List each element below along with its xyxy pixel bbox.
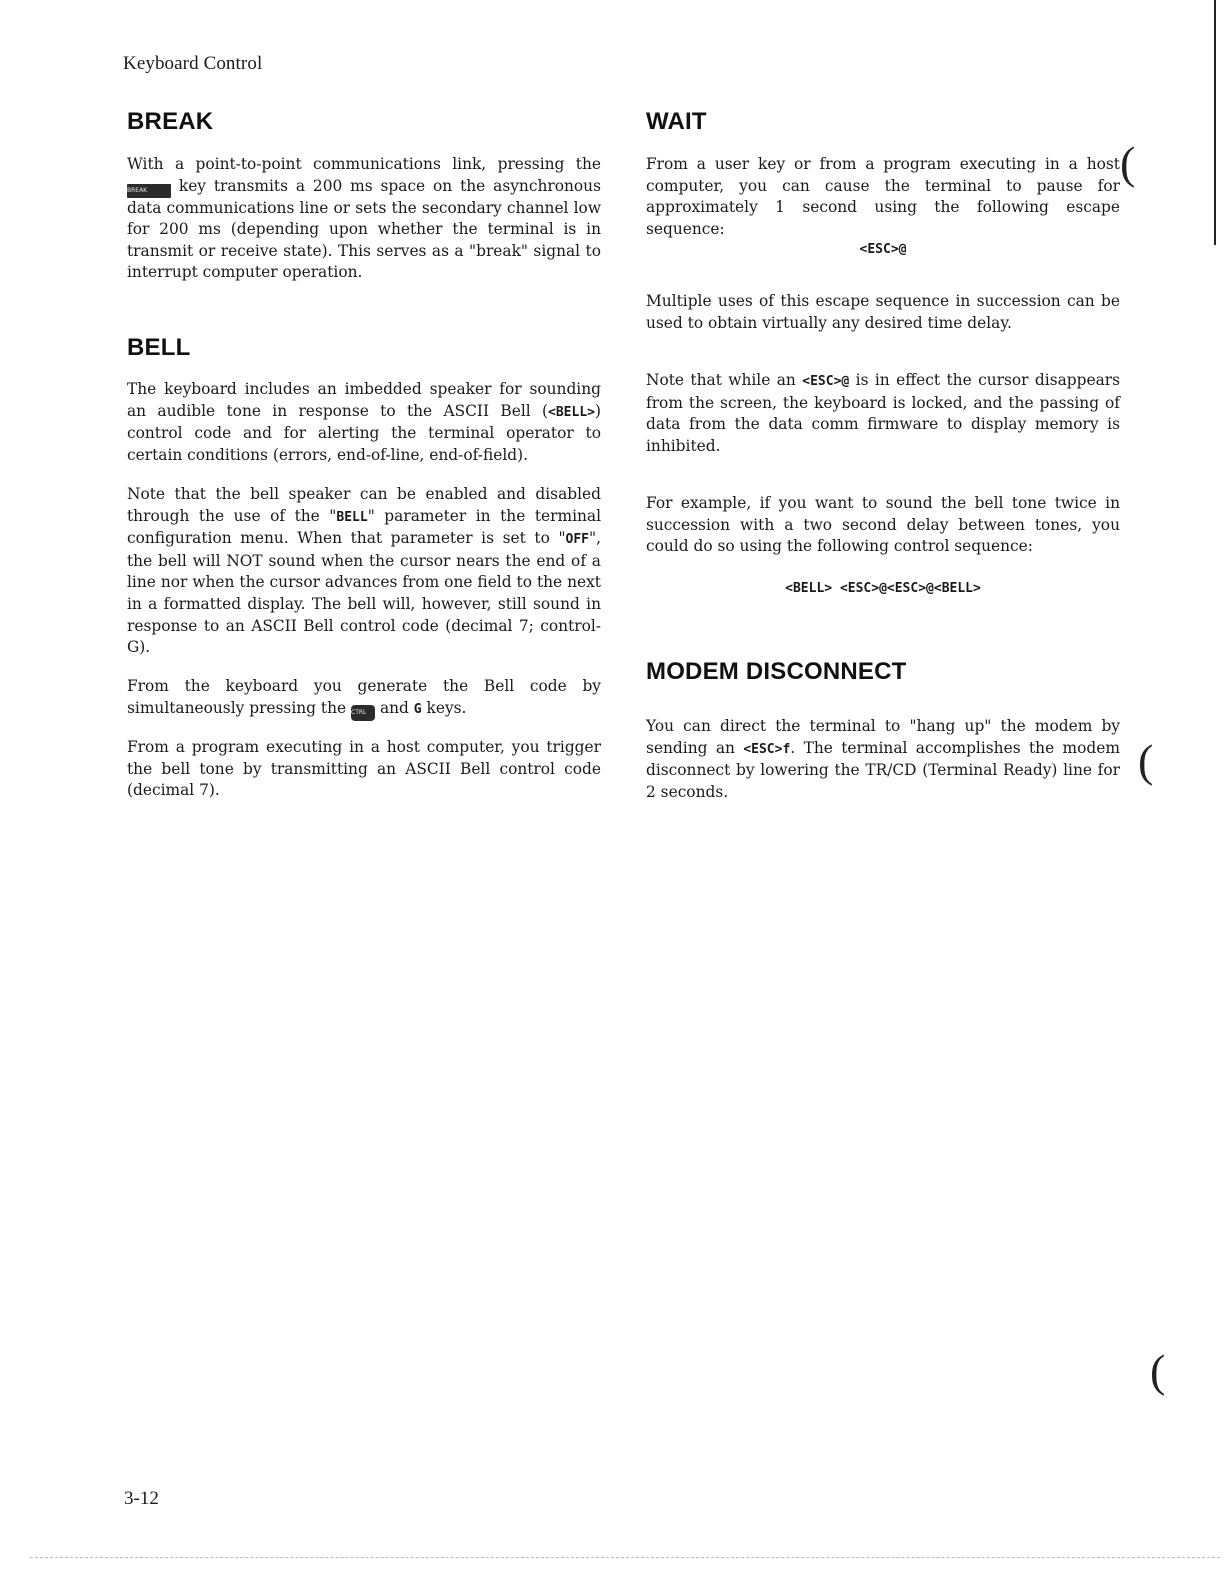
bell-p2-text-3: ", the bell will NOT sound when the cursor nears the end of a line nor when the cursor advances from one field to the next in a formatted display. The bell will, however, still sound in response to an ASCII Bell control code (decimal 7; control-G). — [127, 529, 601, 657]
wait-paragraph-3 — [646, 370, 1120, 457]
wait-escape-sequence: <ESC>@ — [859, 242, 907, 257]
modem-text-2: . The terminal accomplishes the modem disconnect by lowering the TR/CD (Terminal Ready) line for 2 seconds. — [646, 738, 1120, 801]
bell-p2-text-1: Note that the bell speaker can be enabled and disabled through the use of the " — [127, 485, 601, 525]
bell-p1-text: The keyboard includes an imbedded speaker for sounding an audible tone in response to the ASCII Bell ( — [127, 380, 601, 420]
bell-heading: BELL — [127, 334, 191, 361]
esc-f-code: <ESC>f — [743, 741, 791, 757]
punch-hole-mark-top: ( — [1120, 137, 1136, 188]
wait-heading: WAIT — [646, 108, 707, 135]
punch-hole-mark-bottom: ( — [1150, 1345, 1166, 1396]
bell-code: <BELL> — [548, 404, 595, 420]
bell-p3-text-1: From the keyboard you generate the Bell code by simultaneously pressing the — [127, 677, 601, 717]
wait-paragraph-4: For example, if you want to sound the bell tone twice in succession with a two second delay between tones, you could do so using the following control sequence: — [646, 494, 1120, 556]
page-number: 3-12 — [124, 1488, 159, 1509]
modem-disconnect-heading: MODEM DISCONNECT — [646, 658, 907, 685]
bell-p3-text-3: keys. — [426, 698, 467, 717]
bell-p2-text-2: " parameter in the terminal configuration menu. When that parameter is set to " — [127, 506, 602, 548]
running-head: Keyboard Control — [123, 53, 263, 74]
bell-parameter-code: BELL — [336, 509, 368, 525]
bell-delay-control-sequence: <BELL> <ESC>@<ESC>@<BELL> — [785, 581, 981, 596]
g-key-code: G — [413, 701, 422, 717]
break-key-icon: BREAK — [127, 184, 171, 198]
break-text-before-key: With a point-to-point communications link, pressing the — [127, 155, 601, 173]
bell-paragraph-4: From a program executing in a host computer, you trigger the bell tone by transmitting an ASCII Bell control code (decimal 7). — [127, 738, 601, 800]
wait-p3-text-1: Note that while an — [646, 371, 796, 389]
modem-paragraph — [646, 716, 1120, 803]
wait-paragraph-1: From a user key or from a program executing in a host computer, you can cause the terminal to pause for approximately 1 second using the following escape sequence: — [646, 155, 1120, 238]
punch-hole-mark-middle: ( — [1138, 735, 1154, 786]
bell-p1-text-after: ) control code and for alerting the terminal operator to certain conditions (errors, end-of-line, end-of-field). — [127, 401, 601, 464]
wait-paragraph-2: Multiple uses of this escape sequence in succession can be used to obtain virtually any desired time delay. — [646, 292, 1120, 332]
ctrl-key-icon: CTRL — [351, 705, 375, 721]
break-paragraph — [127, 154, 601, 284]
binding-edge-line — [1214, 0, 1216, 245]
wait-p3-text-2: is in effect the cursor disappears from the screen, the keyboard is locked, and the passing of data from the data comm firmware to display memory is inhibited. — [646, 371, 1121, 455]
scan-bottom-edge — [30, 1557, 1220, 1558]
off-value-code: OFF — [565, 532, 590, 548]
bell-p3-text-2: and — [379, 698, 409, 717]
break-text-after-key: key transmits a 200 ms space on the asynchronous data communications line or sets the secondary channel low for 200 ms (depending upon whether the terminal is in transmit or receive state). This serves as a "break" signal to interrupt computer operation. — [127, 176, 601, 282]
esc-at-code: <ESC>@ — [802, 374, 850, 389]
bell-paragraph-3 — [127, 676, 601, 721]
modem-text-1: You can direct the terminal to "hang up" the modem by sending an — [646, 717, 1120, 757]
bell-paragraph-1 — [127, 379, 601, 466]
bell-paragraph-2 — [127, 484, 601, 659]
break-heading: BREAK — [127, 108, 214, 135]
